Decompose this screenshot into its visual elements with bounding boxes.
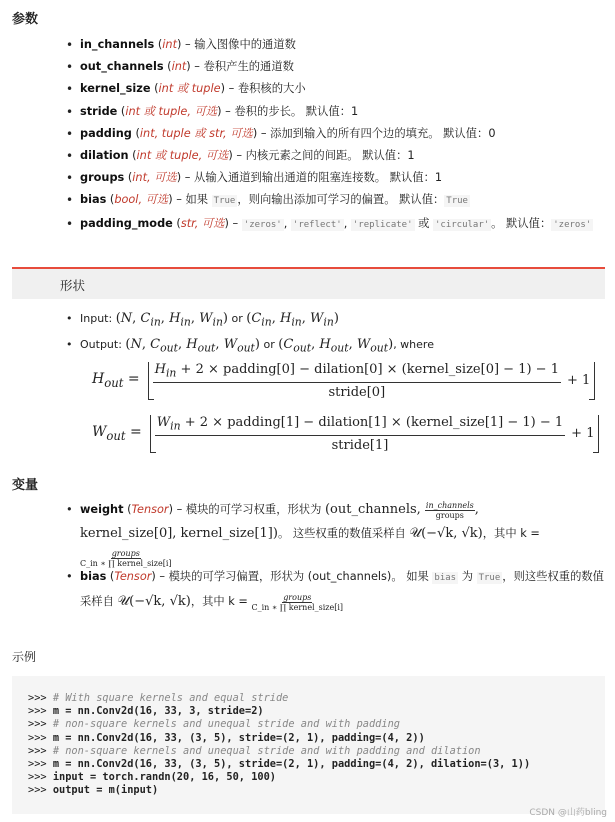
code-example-block[interactable] xyxy=(12,676,605,814)
code-example: >>> # With square kernels and equal stride >>> m = nn.Conv2d(16, 33, 3, stride=2) >>> # non-square kernels and unequal stride and with padding >>> m = nn.Conv2d(16, 33, (3, 5), stride=(2, 1), padding=(4, 2)) >>> # non-square kernels and unequal stride and with padding and dilation >>> m = nn.Conv2d(16, 33, (3, 5), stride=(2, 1), padding=(4, 2), dilation=(3, 1)) >>> input = torch.randn(20, 16, 50, 100) >>> output = m(input) xyxy=(28,692,531,797)
csdn-watermark: CSDN @山药bling xyxy=(529,808,607,818)
k-formula: groups C_in ∗ ∏ kernel_size[i] xyxy=(80,548,172,568)
shape-list xyxy=(64,308,434,359)
input-shape-math: (N, $C_{in}$, $H_{in}$, $W_{in}$) xyxy=(115,311,228,329)
shape-heading: 形状 xyxy=(60,278,86,293)
example-heading: 示例 xyxy=(12,650,37,664)
vars-heading: 变量 xyxy=(12,478,39,493)
params-list xyxy=(64,34,604,236)
output-shape-math: (N, $C_{out}$, $H_{out}$, $W_{out}$) xyxy=(125,336,260,355)
var-weight: • weight (Tensor) – 模块的可学习权重，形状为 (out_channels, in_channels groups , kernel_size[0], kernel_size[1])。 这些权重的数值采样自 𝒰(−√k, √k)，其中 k = groups C_in ∗ ∏ kernel_size[i] xyxy=(66,500,540,568)
param-padding-mode: • padding_mode (str, 可选) – 'zeros' , 'reflect' , 'replicate' 或 'circular' 。 默认值： 'zeros' xyxy=(64,213,604,236)
shape-output: • Output: (N, $C_{out}$, $H_{out}$, $W_{out}$) or ($C_{out}$, $H_{out}$, $W_{out}$), where xyxy=(64,334,434,360)
shape-heading-bar xyxy=(12,269,605,299)
code-true-default: True xyxy=(446,196,468,207)
param-out-channels: • out_channels (int) – 卷积产生的通道数 xyxy=(64,56,604,78)
var-bias: • bias (Tensor) – 模块的可学习偏置，形状为 (out_channels)。 如果 bias 为 True ，则这些权重的数值 采样自 𝒰(−√k, √k)，其中 k = groups C_in ∗ ∏ kernel_size[i] xyxy=(66,570,604,612)
params-heading: 参数 xyxy=(12,12,39,27)
param-padding: • padding (int, tuple 或 str, 可选) – 添加到输入的所有四个边的填充。 默认值：0 xyxy=(64,123,604,145)
w-out-formula: $W_{out}$ = $W_{in} + 2$ × padding[1] − dilation[1] × (kernel_size[1] − 1) − 1 stride[1] + 1 xyxy=(92,415,599,453)
param-groups: • groups (int, 可选) – 从输入通道到输出通道的阻塞连接数。 默认值：1 xyxy=(64,167,604,189)
param-dilation: • dilation (int 或 tuple, 可选) – 内核元素之间的间距。 默认值：1 xyxy=(64,145,604,167)
code-true: True xyxy=(213,196,236,207)
h-out-formula: $H_{out}$ = $H_{in} + 2$ × padding[0] − dilation[0] × (kernel_size[0] − 1) − 1 stride[0] + 1 xyxy=(92,362,595,400)
shape-input: • Input: (N, $C_{in}$, $H_{in}$, $W_{in}$) or ($C_{in}$, $H_{in}$, $W_{in}$) xyxy=(64,308,434,334)
param-in-channels: • in_channels (int) – 输入图像中的通道数 xyxy=(64,34,604,56)
param-stride: • stride (int 或 tuple, 可选) – 卷积的步长。 默认值：1 xyxy=(64,101,604,123)
param-bias: • bias (bool, 可选) – 如果 True ，则向输出添加可学习的偏置。 默认值： True xyxy=(64,189,604,212)
param-kernel-size: • kernel_size (int 或 tuple) – 卷积核的大小 xyxy=(64,78,604,100)
